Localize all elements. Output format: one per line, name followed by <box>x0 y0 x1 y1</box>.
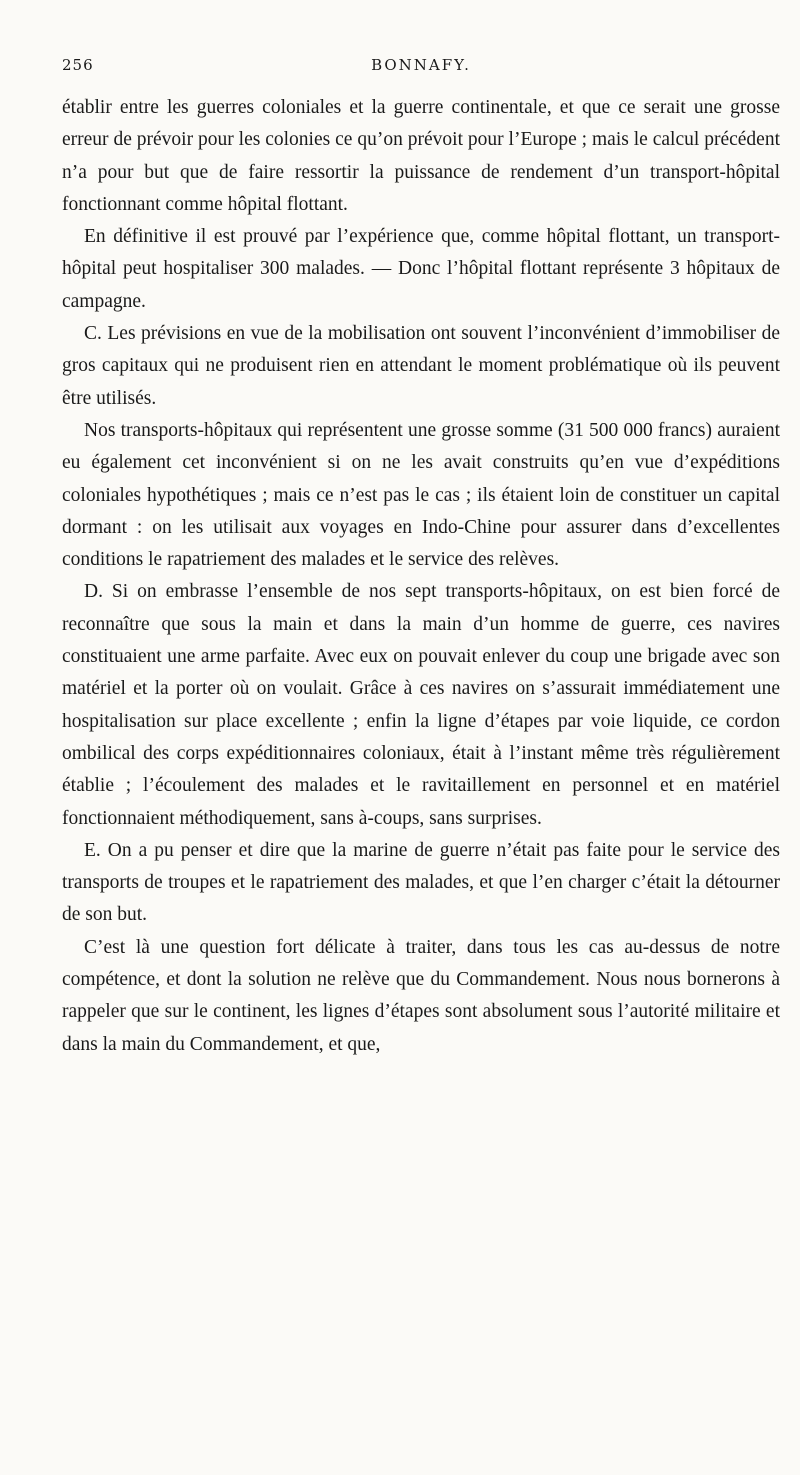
paragraph-definitive: En définitive il est prouvé par l’expérience que, comme hôpital flottant, un transport-hôpital peut hospitaliser 300 malades. — Donc l’hôpital flottant représente 3 hôpitaux de campagne. <box>62 226 780 312</box>
paragraph-continuation: établir entre les guerres coloniales et la guerre continentale, et que ce serait une grosse erreur de prévoir pour les colonies ce qu’on prévoit pour l’Europe ; mais le calcul précédent n’a pour but que de faire ressortir la puissance de rendement d’un transport-hôpital fonctionnant comme hôpital flottant. <box>62 97 780 215</box>
paragraph-transports-hopitaux: Nos transports-hôpitaux qui représentent une grosse somme (31 500 000 francs) auraient eu également cet inconvénient si on ne les avait construits qu’en vue d’expéditions coloniales hypothétiques ; mais ce n’est pas le cas ; ils étaient loin de constituer un capital dormant : on les utilisait aux voyages en Indo-Chine pour assurer dans d’excellentes conditions le rapatriement des malades et le service des relèves. <box>62 419 780 571</box>
paragraph-question-delicate: C’est là une question fort délicate à traiter, dans tous les cas au-dessus de notre compétence, et dont la solution ne relève que du Commandement. Nous nous bornerons à rappeler que sur le continent, les lignes d’étapes sont absolument sous l’autorité militaire et dans la main du Commandement, et que, <box>62 936 780 1055</box>
paragraph-e-marine: E. On a pu penser et dire que la marine de guerre n’était pas faite pour le service des transports de troupes et le rapatriement des malades, et que l’en charger c’était la détourner de son but. <box>62 839 780 926</box>
paragraph-d-ensemble: D. Si on embrasse l’ensemble de nos sept transports-hôpitaux, on est bien forcé de reconnaître que sous la main et dans la main d’un homme de guerre, ces navires constituaient une arme parfaite. Avec eux on pouvait enlever du coup une brigade avec son matériel et la porter où on voulait. Grâce à ces navires on s’assurait immédiatement une hospitalisation sur place excellente ; enfin la ligne d’étapes par voie liquide, ce cordon ombilical des corps expéditionnaires coloniaux, était à l’instant même très régulièrement établie ; l’écoulement des malades et le ravitaillement en personnel et en matériel fonctionnaient méthodiquement, sans à-coups, sans surprises. <box>62 581 780 829</box>
paragraph-c-mobilisation: C. Les prévisions en vue de la mobilisation ont souvent l’inconvénient d’immobiliser de gros capitaux qui ne produisent rien en attendant le moment problématique où ils peuvent être utilisés. <box>62 323 780 409</box>
body-text <box>62 92 780 1061</box>
running-head <box>62 56 780 82</box>
running-title: BONNAFY. <box>371 56 471 74</box>
page-number: 256 <box>62 56 94 74</box>
